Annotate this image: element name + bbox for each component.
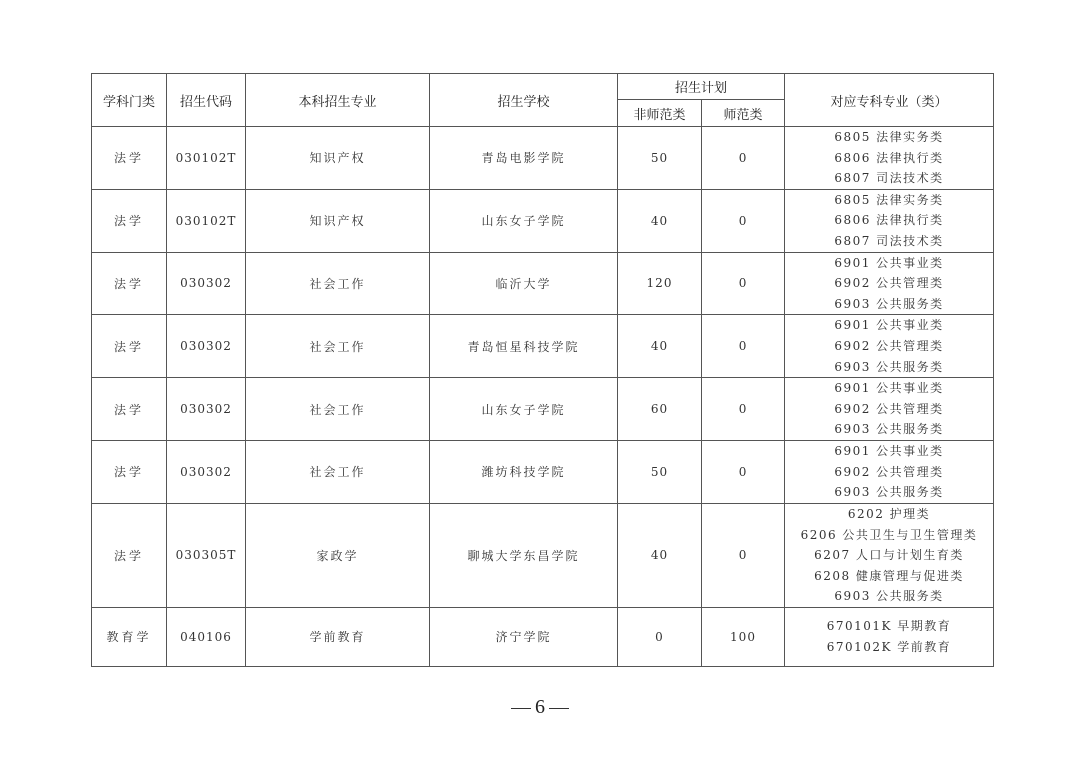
cell-code: 030302 [167,378,246,441]
cell-major: 社会工作 [246,315,430,378]
cell-category: 法学 [92,503,167,607]
related-major-item: 6807 司法技术类 [834,171,944,186]
cell-category: 教育学 [92,607,167,666]
cell-non-normal: 120 [618,252,702,315]
cell-school: 济宁学院 [430,607,618,666]
cell-related-majors [785,503,994,607]
related-major-item: 6202 护理类 [847,506,931,521]
header-code: 招生代码 [167,74,246,127]
related-major-item: 6902 公共管理类 [834,276,944,291]
cell-school: 青岛电影学院 [430,127,618,190]
cell-non-normal: 40 [618,503,702,607]
cell-major: 学前教育 [246,607,430,666]
header-non-normal: 非师范类 [618,100,702,127]
cell-normal: 0 [702,378,785,441]
related-major-item: 6806 法律执行类 [834,213,944,228]
cell-category: 法学 [92,189,167,252]
cell-major: 知识产权 [246,127,430,190]
related-major-item: 6206 公共卫生与卫生管理类 [800,527,978,542]
cell-school: 聊城大学东昌学院 [430,503,618,607]
cell-category: 法学 [92,252,167,315]
enrollment-plan-table [91,73,994,667]
cell-category: 法学 [92,440,167,503]
header-related: 对应专科专业（类） [785,74,994,127]
cell-code: 030102T [167,189,246,252]
cell-non-normal: 50 [618,127,702,190]
table-row [92,440,994,503]
cell-non-normal: 40 [618,189,702,252]
cell-normal: 0 [702,252,785,315]
cell-major: 社会工作 [246,440,430,503]
related-major-item: 6902 公共管理类 [834,401,944,416]
cell-school: 山东女子学院 [430,378,618,441]
cell-normal: 0 [702,189,785,252]
cell-code: 030302 [167,315,246,378]
related-major-item: 6805 法律实务类 [834,130,944,144]
cell-code: 030305T [167,503,246,607]
dash-right [549,708,569,710]
cell-normal: 0 [702,503,785,607]
header-major: 本科招生专业 [246,74,430,127]
header-normal: 师范类 [702,100,785,127]
cell-related-majors [785,378,994,441]
cell-code: 030302 [167,440,246,503]
page-number-value: 6 [535,696,545,718]
cell-non-normal: 40 [618,315,702,378]
cell-related-majors [785,127,994,190]
table-row [92,127,994,190]
related-major-item: 6902 公共管理类 [834,338,944,353]
cell-related-majors [785,607,994,666]
table-row [92,378,994,441]
related-major-item: 6903 公共服务类 [834,296,944,311]
cell-non-normal: 50 [618,440,702,503]
related-major-item: 6208 健康管理与促进类 [814,568,964,583]
related-major-item: 670101K 早期教育 [826,619,952,634]
related-major-item: 6901 公共事业类 [834,444,944,459]
cell-school: 潍坊科技学院 [430,440,618,503]
cell-non-normal: 60 [618,378,702,441]
related-major-item: 6807 司法技术类 [834,233,944,248]
cell-related-majors [785,315,994,378]
related-major-item: 6901 公共事业类 [834,318,944,333]
related-major-item: 6207 人口与计划生育类 [814,548,964,563]
cell-major: 家政学 [246,503,430,607]
cell-major: 社会工作 [246,378,430,441]
related-major-item: 670102K 学前教育 [826,639,952,654]
related-major-item: 6903 公共服务类 [834,422,944,437]
header-category: 学科门类 [92,74,167,127]
page-number [0,696,1080,719]
table-row [92,503,994,607]
dash-left [511,708,531,710]
cell-normal: 0 [702,440,785,503]
cell-school: 山东女子学院 [430,189,618,252]
cell-related-majors [785,189,994,252]
cell-major: 社会工作 [246,252,430,315]
table-row [92,315,994,378]
cell-major: 知识产权 [246,189,430,252]
cell-category: 法学 [92,127,167,190]
cell-category: 法学 [92,378,167,441]
cell-school: 青岛恒星科技学院 [430,315,618,378]
table-row [92,189,994,252]
cell-category: 法学 [92,315,167,378]
cell-related-majors [785,252,994,315]
related-major-item: 6901 公共事业类 [834,255,944,270]
cell-code: 030102T [167,127,246,190]
related-major-item: 6901 公共事业类 [834,381,944,396]
related-major-item: 6902 公共管理类 [834,464,944,479]
cell-normal: 0 [702,315,785,378]
header-plan-group: 招生计划 [618,74,785,100]
related-major-item: 6903 公共服务类 [834,485,944,500]
table-row [92,252,994,315]
cell-code: 040106 [167,607,246,666]
cell-normal: 100 [702,607,785,666]
cell-normal: 0 [702,127,785,190]
related-major-item: 6903 公共服务类 [834,359,944,374]
cell-code: 030302 [167,252,246,315]
cell-related-majors [785,440,994,503]
related-major-item: 6806 法律执行类 [834,150,944,165]
cell-school: 临沂大学 [430,252,618,315]
related-major-item: 6903 公共服务类 [834,589,944,604]
header-school: 招生学校 [430,74,618,127]
related-major-item: 6805 法律实务类 [834,192,944,207]
cell-non-normal: 0 [618,607,702,666]
table-row [92,607,994,666]
